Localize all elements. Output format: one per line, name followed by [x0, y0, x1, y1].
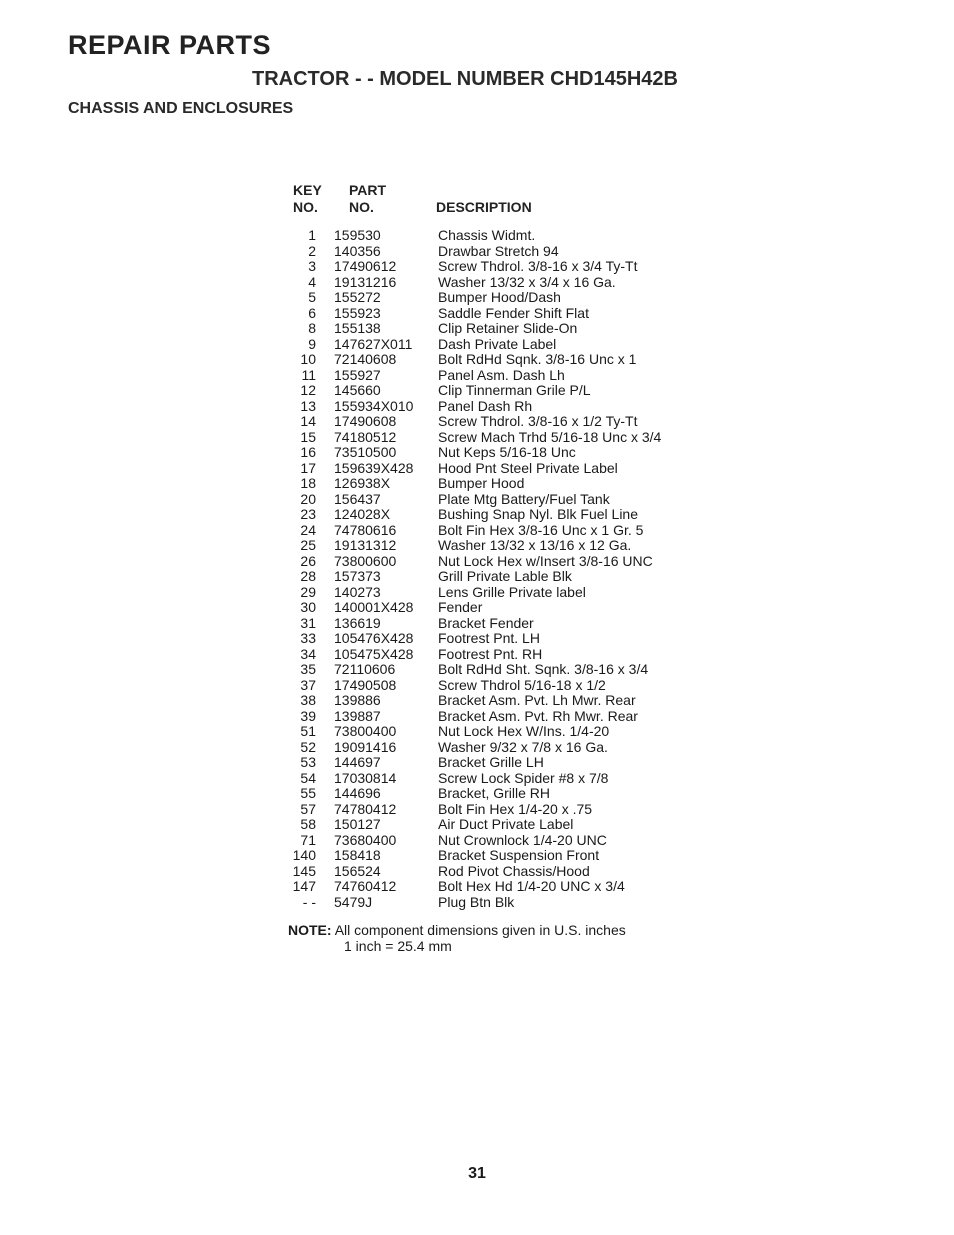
table-row: [268, 879, 718, 895]
description: Air Duct Private Label: [438, 816, 574, 832]
part-no: 155923: [334, 304, 381, 321]
description: Bumper Hood/Dash: [438, 289, 561, 305]
description: Chassis Widmt.: [438, 227, 536, 243]
description: Hood Pnt Steel Private Label: [438, 459, 618, 476]
part-no: 144696: [334, 785, 381, 801]
key-no: 52: [300, 738, 316, 755]
part-no: 73510500: [334, 444, 397, 460]
part-no: 140356: [334, 242, 381, 259]
table-row: [268, 352, 718, 368]
key-no: 1: [308, 227, 316, 243]
table-row: [268, 306, 718, 322]
part-header-line1: PART: [349, 182, 387, 198]
description: Bolt RdHd Sht. Sqnk. 3/8-16 x 3/4: [438, 661, 649, 677]
description: Panel Asm. Dash Lh: [438, 366, 565, 383]
dimension-note: [288, 922, 626, 954]
key-no: 71: [300, 831, 316, 848]
key-header-line2: NO.: [293, 199, 318, 215]
key-no: 12: [300, 382, 316, 398]
part-no: 17030814: [334, 769, 397, 786]
description: Footrest Pnt. LH: [438, 630, 540, 646]
part-no: 156524: [334, 862, 381, 879]
description: Rod Pivot Chassis/Hood: [438, 862, 590, 879]
description: Nut Keps 5/16-18 Unc: [438, 444, 576, 460]
part-no: 73680400: [334, 831, 397, 848]
page-number: 31: [468, 1165, 486, 1182]
part-no: 145660: [334, 382, 381, 398]
note-line1: All component dimensions given in U.S. inches: [334, 922, 626, 938]
part-no: 136619: [334, 614, 381, 631]
key-no: 16: [300, 444, 316, 460]
table-row: [268, 290, 718, 306]
table-row: [268, 848, 718, 864]
key-no: - -: [302, 893, 316, 910]
part-no: 74180512: [334, 428, 397, 445]
key-no: 53: [300, 754, 316, 770]
part-header-line2: NO.: [349, 199, 374, 215]
description: Bolt Fin Hex 3/8-16 Unc x 1 Gr. 5: [438, 521, 644, 538]
description: Bolt RdHd Sqnk. 3/8-16 Unc x 1: [438, 351, 637, 367]
key-no: 25: [300, 537, 316, 553]
page-title: REPAIR PARTS: [68, 30, 272, 60]
part-no: 155934X010: [334, 397, 414, 414]
part-no: 17490612: [334, 258, 397, 274]
key-no: 18: [300, 475, 316, 491]
description: Grill Private Lable Blk: [438, 568, 572, 584]
part-no: 5479J: [334, 893, 373, 910]
part-no: 124028X: [334, 506, 391, 522]
table-row: [268, 368, 718, 384]
part-no: 72140608: [334, 351, 397, 367]
part-no: 155138: [334, 320, 381, 336]
key-no: 17: [300, 459, 316, 476]
key-no: 31: [300, 614, 316, 631]
part-no: 17490608: [334, 413, 397, 429]
table-row: [268, 833, 718, 849]
key-no: 8: [308, 320, 316, 336]
part-no: 150127: [334, 816, 381, 832]
part-no: 140273: [334, 583, 381, 600]
table-row: [268, 585, 718, 601]
description: Bracket Suspension Front: [438, 847, 600, 863]
note-line2: 1 inch = 25.4 mm: [344, 938, 452, 954]
part-no: 139887: [334, 707, 381, 724]
table-row: [268, 631, 718, 647]
table-row: [268, 678, 718, 694]
table-row: [268, 383, 718, 399]
key-no: 35: [300, 661, 316, 677]
key-no: 29: [300, 583, 316, 600]
description: Bracket Asm. Pvt. Lh Mwr. Rear: [438, 692, 636, 708]
description: Plug Btn Blk: [438, 893, 515, 910]
table-row: [268, 755, 718, 771]
key-no: 13: [300, 397, 316, 414]
part-no: 155927: [334, 366, 381, 383]
table-row: [268, 647, 718, 663]
part-no: 105476X428: [334, 630, 414, 646]
key-no: 24: [300, 521, 316, 538]
table-row: [268, 724, 718, 740]
key-no: 28: [300, 568, 316, 584]
table-row: [268, 523, 718, 539]
description: Clip Tinnerman Grile P/L: [438, 382, 591, 398]
part-no: 159530: [334, 227, 381, 243]
key-no: 3: [308, 258, 316, 274]
key-header-line1: KEY: [293, 182, 322, 198]
key-no: 39: [300, 707, 316, 724]
part-no: 74780412: [334, 800, 397, 817]
description: Lens Grille Private label: [438, 583, 586, 600]
table-row: [268, 492, 718, 508]
table-row: [268, 616, 718, 632]
description: Bracket, Grille RH: [438, 785, 551, 801]
description: Bushing Snap Nyl. Blk Fuel Line: [438, 506, 638, 522]
table-row: [268, 507, 718, 523]
table-row: [268, 399, 718, 415]
model-subtitle: TRACTOR - - MODEL NUMBER CHD145H42B: [252, 68, 678, 90]
part-no: 105475X428: [334, 645, 414, 662]
table-row: [268, 569, 718, 585]
description: Fender: [438, 599, 483, 615]
key-no: 11: [301, 366, 316, 383]
table-row: [268, 538, 718, 554]
key-no: 58: [300, 816, 316, 832]
description: Bolt Hex Hd 1/4-20 UNC x 3/4: [438, 878, 625, 894]
description: Clip Retainer Slide-On: [438, 320, 578, 336]
table-row: [268, 709, 718, 725]
key-no: 57: [300, 800, 316, 817]
part-no: 156437: [334, 490, 381, 507]
part-no: 159639X428: [334, 459, 414, 476]
part-no: 126938X: [334, 475, 391, 491]
description: Drawbar Stretch 94: [438, 242, 559, 259]
description: Saddle Fender Shift Flat: [438, 304, 589, 321]
key-no: 23: [300, 506, 316, 522]
table-row: [268, 228, 718, 244]
table-row: [268, 430, 718, 446]
description: Dash Private Label: [438, 335, 557, 352]
key-no: 20: [300, 490, 316, 507]
table-row: [268, 864, 718, 880]
part-no: 19091416: [334, 738, 397, 755]
table-row: [268, 244, 718, 260]
key-no: 34: [300, 645, 316, 662]
part-no: 158418: [334, 847, 381, 863]
key-no: 30: [300, 599, 316, 615]
description: Bumper Hood: [438, 475, 525, 491]
key-no: 14: [300, 413, 316, 429]
description: Nut Lock Hex w/Insert 3/8-16 UNC: [438, 552, 653, 569]
part-no: 144697: [334, 754, 381, 770]
key-no: 26: [300, 552, 316, 569]
parts-list: [268, 228, 718, 910]
note-label: NOTE:: [288, 922, 332, 938]
key-no: 51: [300, 723, 316, 739]
part-no: 147627X011: [334, 335, 413, 352]
table-row: [268, 740, 718, 756]
part-no: 157373: [334, 568, 381, 584]
part-no: 19131216: [334, 273, 397, 290]
key-no: 6: [308, 304, 316, 321]
table-row: [268, 554, 718, 570]
description: Bracket Grille LH: [438, 754, 544, 770]
part-no: 140001X428: [334, 599, 414, 615]
key-no: 140: [292, 847, 316, 863]
part-no: 17490508: [334, 676, 397, 693]
table-row: [268, 895, 718, 911]
description: Screw Thdrol. 3/8-16 x 1/2 Ty-Tt: [438, 413, 638, 429]
key-no: 55: [300, 785, 316, 801]
key-no: 147: [292, 878, 316, 894]
key-no: 4: [308, 273, 316, 290]
table-row: [268, 600, 718, 616]
key-no: 5: [308, 289, 316, 305]
table-row: [268, 817, 718, 833]
key-no: 9: [308, 335, 316, 352]
description: Screw Mach Trhd 5/16-18 Unc x 3/4: [438, 428, 662, 445]
description: Washer 13/32 x 13/16 x 12 Ga.: [438, 537, 632, 553]
part-no: 155272: [334, 289, 381, 305]
description-header: DESCRIPTION: [436, 199, 532, 215]
description: Panel Dash Rh: [438, 397, 533, 414]
key-no: 54: [300, 769, 316, 786]
part-no: 139886: [334, 692, 381, 708]
part-no: 19131312: [334, 537, 397, 553]
key-no: 33: [300, 630, 316, 646]
table-row: [268, 414, 718, 430]
description: Plate Mtg Battery/Fuel Tank: [438, 490, 610, 507]
description: Screw Lock Spider #8 x 7/8: [438, 769, 609, 786]
table-row: [268, 461, 718, 477]
part-no: 72110606: [334, 661, 396, 677]
description: Bracket Fender: [438, 614, 534, 631]
description: Screw Thdrol. 3/8-16 x 3/4 Ty-Tt: [438, 258, 638, 274]
table-row: [268, 275, 718, 291]
description: Footrest Pnt. RH: [438, 645, 543, 662]
table-row: [268, 321, 718, 337]
table-row: [268, 476, 718, 492]
description: Bolt Fin Hex 1/4-20 x .75: [438, 800, 593, 817]
description: Washer 13/32 x 3/4 x 16 Ga.: [438, 273, 616, 290]
table-row: [268, 786, 718, 802]
key-no: 15: [300, 428, 316, 445]
part-no: 74780616: [334, 521, 397, 538]
key-no: 2: [308, 242, 316, 259]
part-no: 73800400: [334, 723, 397, 739]
description: Washer 9/32 x 7/8 x 16 Ga.: [438, 738, 608, 755]
table-row: [268, 771, 718, 787]
table-row: [268, 445, 718, 461]
key-no: 37: [300, 676, 316, 693]
description: Nut Crownlock 1/4-20 UNC: [438, 831, 607, 848]
table-row: [268, 802, 718, 818]
part-no: 74760412: [334, 878, 397, 894]
section-heading: CHASSIS AND ENCLOSURES: [68, 100, 294, 117]
table-row: [268, 693, 718, 709]
key-no: 145: [292, 862, 316, 879]
description: Nut Lock Hex W/Ins. 1/4-20: [438, 723, 610, 739]
table-row: [268, 259, 718, 275]
key-no: 10: [300, 351, 316, 367]
table-row: [268, 337, 718, 353]
description: Bracket Asm. Pvt. Rh Mwr. Rear: [438, 707, 638, 724]
part-no: 73800600: [334, 552, 397, 569]
table-row: [268, 662, 718, 678]
description: Screw Thdrol 5/16-18 x 1/2: [438, 676, 606, 693]
key-no: 38: [300, 692, 316, 708]
